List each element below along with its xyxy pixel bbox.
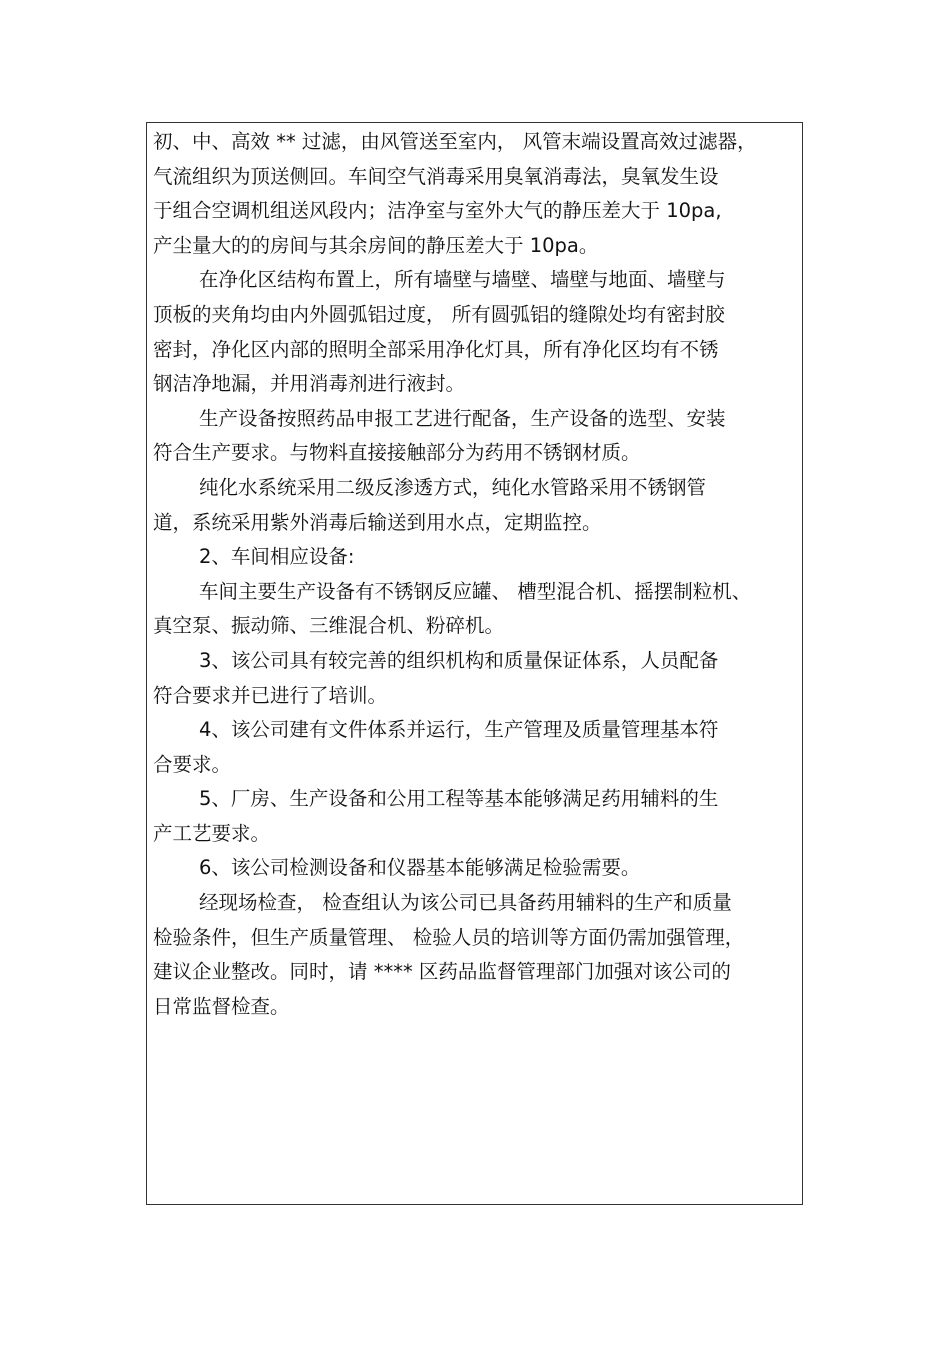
text-line: 产工艺要求。 bbox=[153, 821, 271, 845]
text-line: 3、该公司具有较完善的组织机构和质量保证体系，人员配备 bbox=[199, 648, 719, 672]
text-line: 4、该公司建有文件体系并运行，生产管理及质量管理基本符 bbox=[199, 718, 719, 742]
text-line: 建议企业整改。同时，请 **** 区药品监督管理部门加强对该公司的 bbox=[153, 960, 731, 984]
text-line: 符合生产要求。与物料直接接触部分为药用不锈钢材质。 bbox=[153, 441, 641, 465]
document-frame bbox=[146, 122, 803, 1205]
text-line: 车间主要生产设备有不锈钢反应罐、 槽型混合机、摇摆制粒机、 bbox=[199, 579, 752, 603]
text-line: 经现场检查， 检查组认为该公司已具备药用辅料的生产和质量 bbox=[199, 891, 732, 915]
text-line: 道，系统采用紫外消毒后输送到用水点，定期监控。 bbox=[153, 510, 602, 534]
text-line: 产尘量大的的房间与其余房间的静压差大于 10pa。 bbox=[153, 233, 599, 257]
text-line: 密封，净化区内部的照明全部采用净化灯具，所有净化区均有不锈 bbox=[153, 337, 719, 361]
text-line: 生产设备按照药品申报工艺进行配备，生产设备的选型、安装 bbox=[199, 406, 726, 430]
text-line: 符合要求并已进行了培训。 bbox=[153, 683, 388, 707]
text-line: 5、厂房、生产设备和公用工程等基本能够满足药用辅料的生 bbox=[199, 787, 719, 811]
text-line: 6、该公司检测设备和仪器基本能够满足检验需要。 bbox=[199, 856, 641, 880]
text-line: 于组合空调机组送风段内；洁净室与室外大气的静压差大于 10pa, bbox=[153, 199, 722, 223]
text-line: 纯化水系统采用二级反渗透方式，纯化水管路采用不锈钢管 bbox=[199, 475, 707, 499]
text-line: 气流组织为顶送侧回。车间空气消毒采用臭氧消毒法，臭氧发生设 bbox=[153, 164, 719, 188]
document-body bbox=[153, 125, 798, 1024]
text-line: 合要求。 bbox=[153, 752, 232, 776]
text-line: 钢洁净地漏，并用消毒剂进行液封。 bbox=[153, 372, 466, 396]
text-line: 检验条件，但生产质量管理、 检验人员的培训等方面仍需加强管理， bbox=[153, 925, 745, 949]
text-line: 顶板的夹角均由内外圆弧铝过度， 所有圆弧铝的缝隙处均有密封胶 bbox=[153, 302, 725, 326]
text-line: 日常监督检查。 bbox=[153, 994, 290, 1018]
text-line: 2、车间相应设备: bbox=[199, 545, 355, 569]
text-line: 在净化区结构布置上，所有墙壁与墙壁、墙壁与地面、墙壁与 bbox=[199, 268, 726, 292]
text-line: 初、中、高效 ** 过滤，由风管送至室内， 风管末端设置高效过滤器， bbox=[153, 130, 757, 153]
text-line: 真空泵、振动筛、三维混合机、粉碎机。 bbox=[153, 614, 505, 638]
